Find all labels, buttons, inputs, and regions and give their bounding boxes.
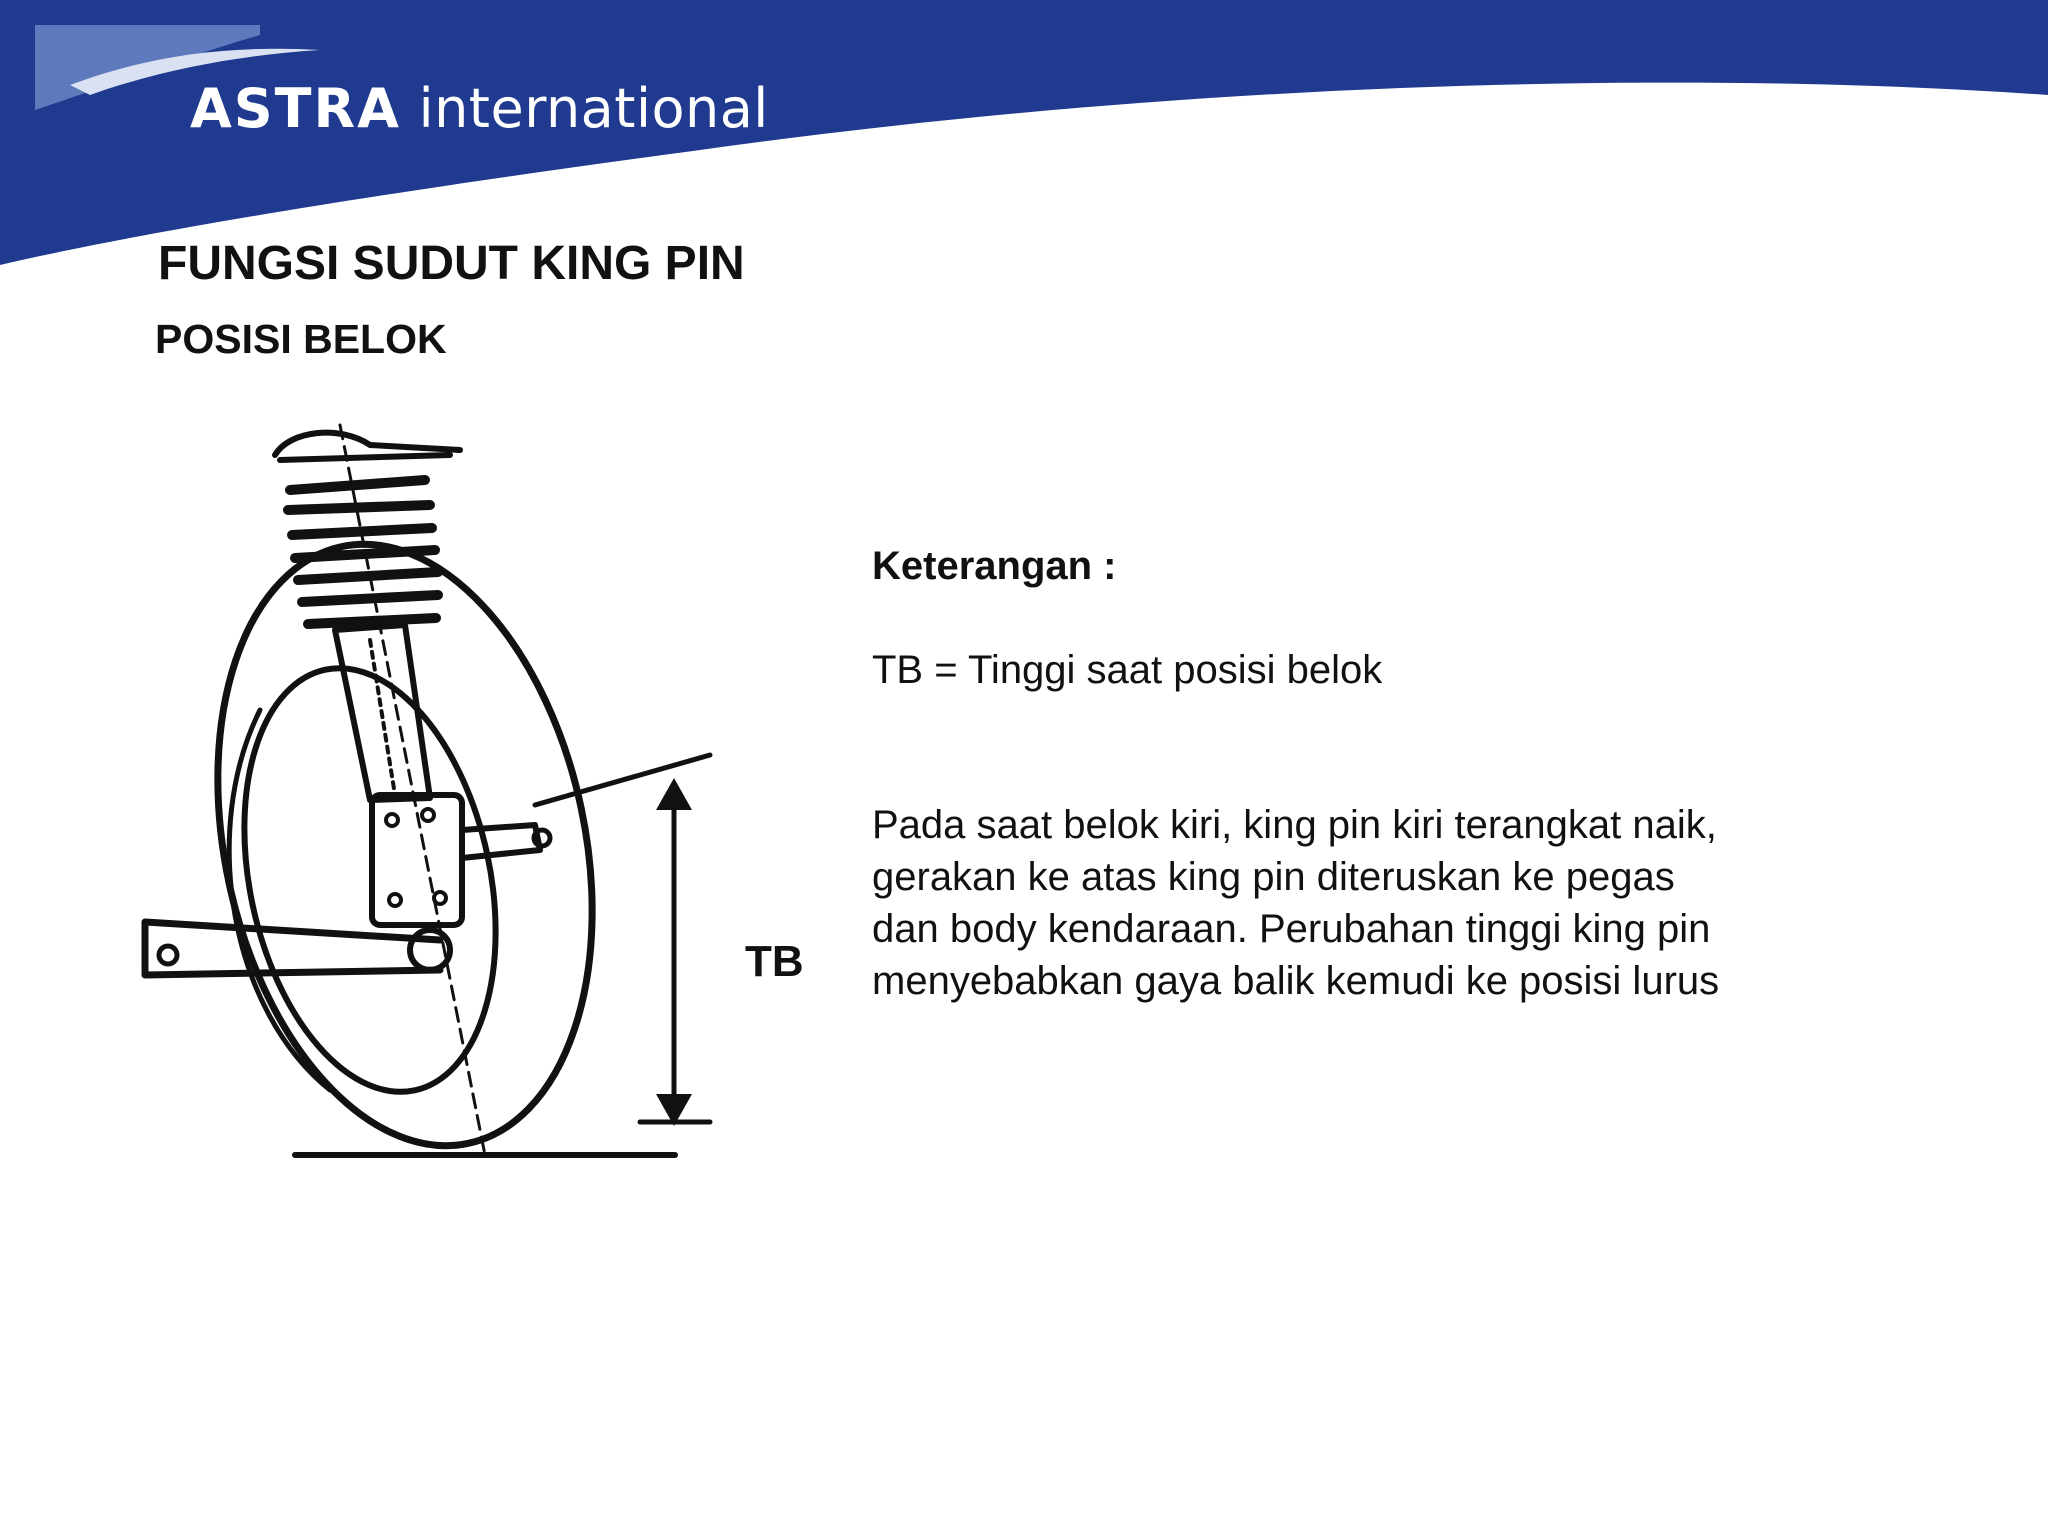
notes-heading: Keterangan : [872, 544, 1117, 588]
lower-arm [145, 922, 440, 975]
notes-block [872, 540, 1912, 1007]
coil-spring [288, 480, 438, 624]
strut-rod [370, 640, 395, 795]
notes-line: dan body kendaraan. Perubahan tinggi king pin [872, 907, 1711, 951]
logo-wordmark-light: international [418, 77, 769, 140]
notes-paragraph [872, 799, 1912, 1007]
notes-line: menyebabkan gaya balik kemudi ke posisi lurus [872, 959, 1720, 1003]
astra-logo [30, 25, 769, 140]
slide-title: FUNGSI SUDUT KING PIN [158, 237, 745, 290]
dimension-label: TB [745, 937, 804, 986]
king-pin-axis [340, 425, 485, 1155]
notes-line: Pada saat belok kiri, king pin kiri terangkat naik, [872, 803, 1717, 847]
wheel-inner-arc [229, 710, 330, 1090]
axle-stub [462, 825, 540, 858]
logo-wordmark-bold: ASTRA [190, 77, 401, 140]
slide-subtitle: POSISI BELOK [155, 316, 447, 362]
king-pin-diagram [140, 410, 820, 1170]
spring-top-mount [275, 433, 460, 460]
tire-outer [166, 509, 645, 1170]
logo-wordmark [190, 77, 769, 140]
dimension-arrow-top [656, 778, 692, 810]
notes-definition: TB = Tinggi saat posisi belok [872, 648, 1383, 692]
notes-line: gerakan ke atas king pin diteruskan ke pegas [872, 855, 1675, 899]
